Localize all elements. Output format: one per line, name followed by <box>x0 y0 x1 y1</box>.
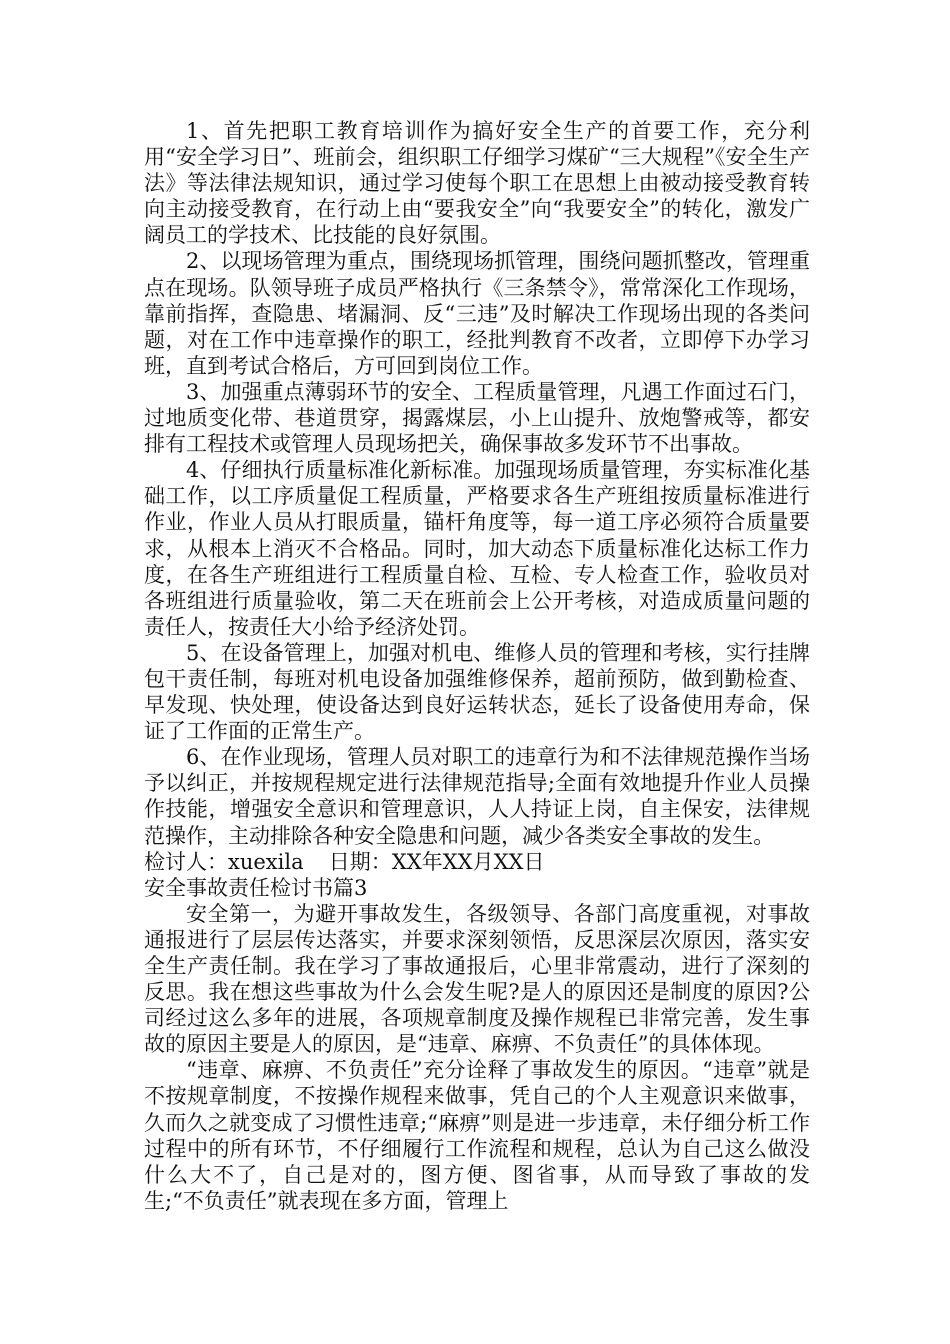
paragraph-6 <box>144 744 810 874</box>
paragraph-3: 3、加强重点薄弱环节的安全、工程质量管理，凡遇工作面过石门，过地质变化带、巷道贯穿，揭露煤层，小上山提升、放炮警戒等，都安排有工程技术或管理人员现场把关，确保事故多发环节不出事故。 <box>144 379 810 457</box>
signature-date: 日期：XX年XX月XX日 <box>328 849 545 874</box>
paragraph-8: “违章、麻痹、不负责任”充分诠释了事故发生的原因。“违章”就是不按规章制度，不按操作规程来做事，凭自己的个人主观意识来做事，久而久之就变成了习惯性违章;“麻痹”则是进一步违章，未仔细分析工作过程中的所有环节，不仔细履行工作流程和规程，总认为自己这么做没什么大不了，自己是对的，图方便、图省事，从而导致了事故的发生;“不负责任”就表现在多方面，管理上 <box>144 1058 810 1213</box>
section-title: 安全事故责任检讨书篇3 <box>144 875 368 900</box>
paragraph-7: 安全第一，为避开事故发生，各级领导、各部门高度重视，对事故通报进行了层层传达落实，并要求深刻领悟，反思深层次原因，落实安全生产责任制。我在学习了事故通报后，心里非常震动，进行了深刻的反思。我在想这些事故为什么会发生呢?是人的原因还是制度的原因?公司经过这么多年的进展，各项规章制度及操作规程已非常完善，发生事故的原因主要是人的原因，是“违章、麻痹、不负责任”的具体体现。 <box>144 901 810 1057</box>
document-page <box>144 118 810 1214</box>
paragraph-1: 1、首先把职工教育培训作为搞好安全生产的首要工作，充分利用“安全学习日”、班前会，组织职工仔细学习煤矿“三大规程”《安全生产法》等法律法规知识，通过学习使每个职工在思想上由被动接受教育转向主动接受教育，在行动上由“要我安全”向“我要安全”的转化，激发广阔员工的学技术、比技能的良好氛围。 <box>144 119 810 248</box>
signature-author: 检讨人：xuexila <box>144 849 304 874</box>
paragraph-2: 2、以现场管理为重点，围绕现场抓管理，围绕问题抓整改，管理重点在现场。队领导班子成员严格执行《三条禁令》，常常深化工作现场，靠前指挥，查隐患、堵漏洞、反“三违”及时解决工作现场出现的各类问题，对在工作中违章操作的职工，经批判教育不改者，立即停下办学习班，直到考试合格后，方可回到岗位工作。 <box>144 249 810 378</box>
paragraph-5: 5、在设备管理上，加强对机电、维修人员的管理和考核，实行挂牌包干责任制，每班对机电设备加强维修保养，超前预防，做到勤检查、早发现、快处理，使设备达到良好运转状态，延长了设备使用寿命，保证了工作面的正常生产。 <box>144 640 810 744</box>
paragraph-6-text: 6、在作业现场，管理人员对职工的违章行为和不法律规范操作当场予以纠正，并按规程规定进行法律规范指导;全面有效地提升作业人员操作技能，增强安全意识和管理意识，人人持证上岗，自主保安，法律规范操作，主动排除各种安全隐患和问题，减少各类安全事故的发生。 <box>144 745 810 848</box>
paragraph-4: 4、仔细执行质量标准化新标准。加强现场质量管理，夯实标准化基础工作，以工序质量促工程质量，严格要求各生产班组按质量标准进行作业，作业人员从打眼质量，锚杆角度等，每一道工序必须符合质量要求，从根本上消灭不合格品。同时，加大动态下质量标准化达标工作力度，在各生产班组进行工程质量自检、互检、专人检查工作，验收员对各班组进行质量验收，第二天在班前会上公开考核，对造成质量问题的责任人，按责任大小给予经济处罚。 <box>144 458 810 639</box>
